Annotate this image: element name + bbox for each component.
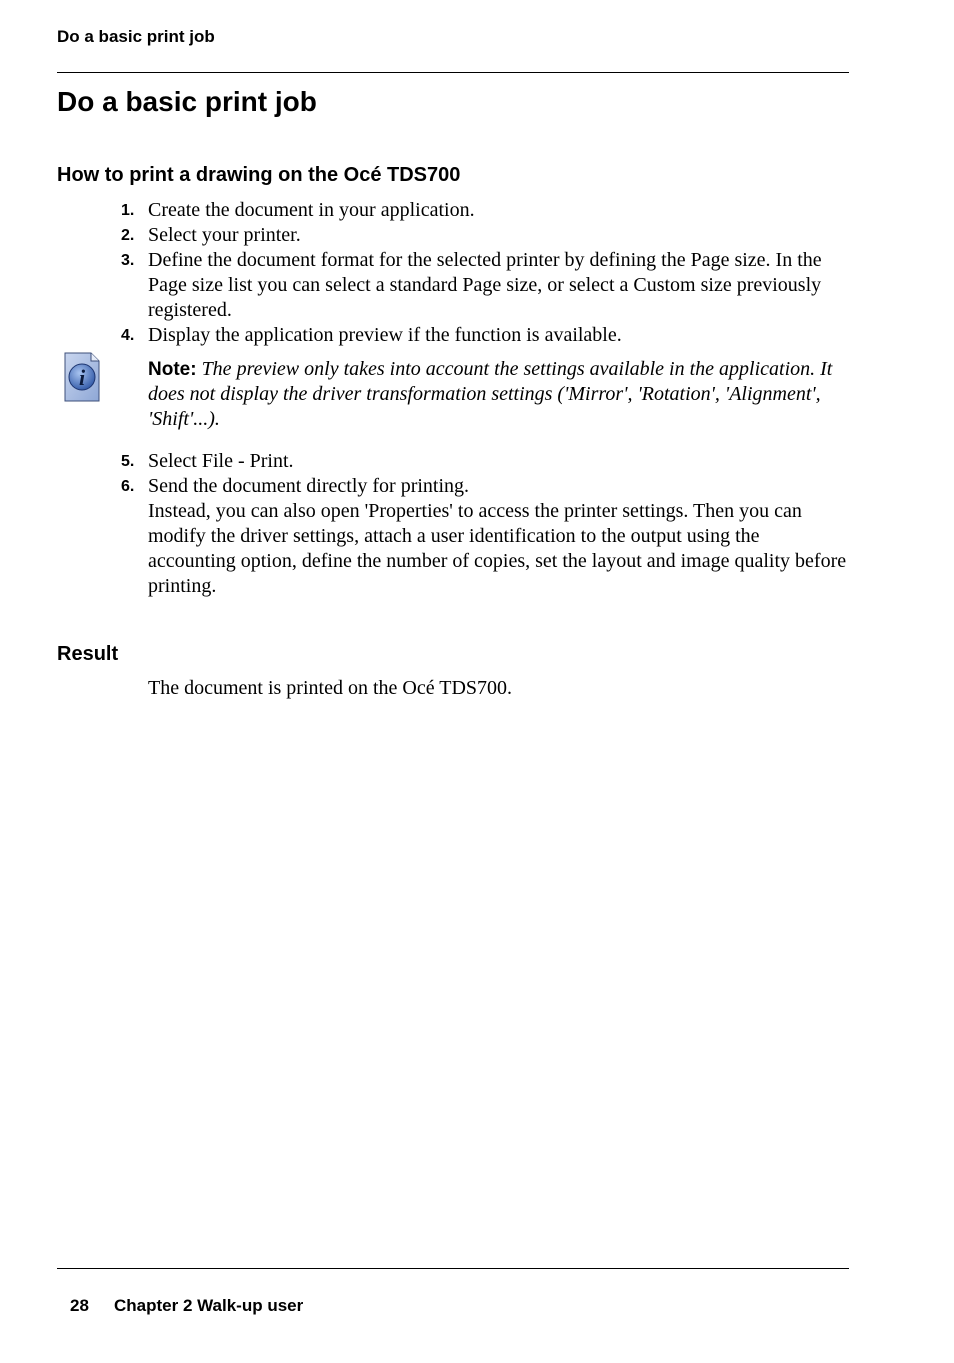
step-number: 5. (121, 453, 135, 470)
svg-text:i: i (78, 365, 86, 390)
chapter-title: Chapter 2 Walk-up user (114, 1296, 304, 1315)
step-text: Define the document format for the selected printer by defining the Page size. In the Page size list you can select a standard Page size, or select a Custom size previously registered. (148, 249, 822, 321)
step-number: 1. (121, 202, 135, 219)
step-text: Select File - Print. (148, 450, 294, 472)
step-number: 3. (121, 252, 135, 269)
info-icon (64, 352, 100, 402)
step-text: Create the document in your application. (148, 199, 475, 221)
header-divider (57, 72, 849, 73)
step-number: 2. (121, 227, 135, 244)
page-number: 28 (70, 1296, 89, 1315)
step-continuation: Instead, you can also open 'Properties' to access the printer settings. Then you can modify the driver settings, attach a user identification to the output using the accounting option, define the number of copies, set the layout and image quality before printing. (148, 500, 847, 597)
step-number: 4. (121, 327, 135, 344)
running-header: Do a basic print job (57, 27, 215, 46)
step-text: Send the document directly for printing. (148, 475, 470, 497)
note (148, 357, 848, 432)
result-heading: Result (57, 643, 119, 665)
procedure-heading: How to print a drawing on the Océ TDS700 (57, 164, 461, 186)
note-label: Note: (148, 359, 197, 380)
step-text: Select your printer. (148, 224, 301, 246)
step-number: 6. (121, 478, 135, 495)
page-title: Do a basic print job (57, 86, 317, 117)
step-text: Display the application preview if the function is available. (148, 324, 622, 346)
footer-divider (57, 1268, 849, 1269)
note-body: The preview only takes into account the settings available in the application. It does not display the driver transformation settings ('Mirror', 'Rotation', 'Alignment', 'Shift'...). (148, 358, 833, 430)
result-text: The document is printed on the Océ TDS700. (148, 677, 513, 699)
